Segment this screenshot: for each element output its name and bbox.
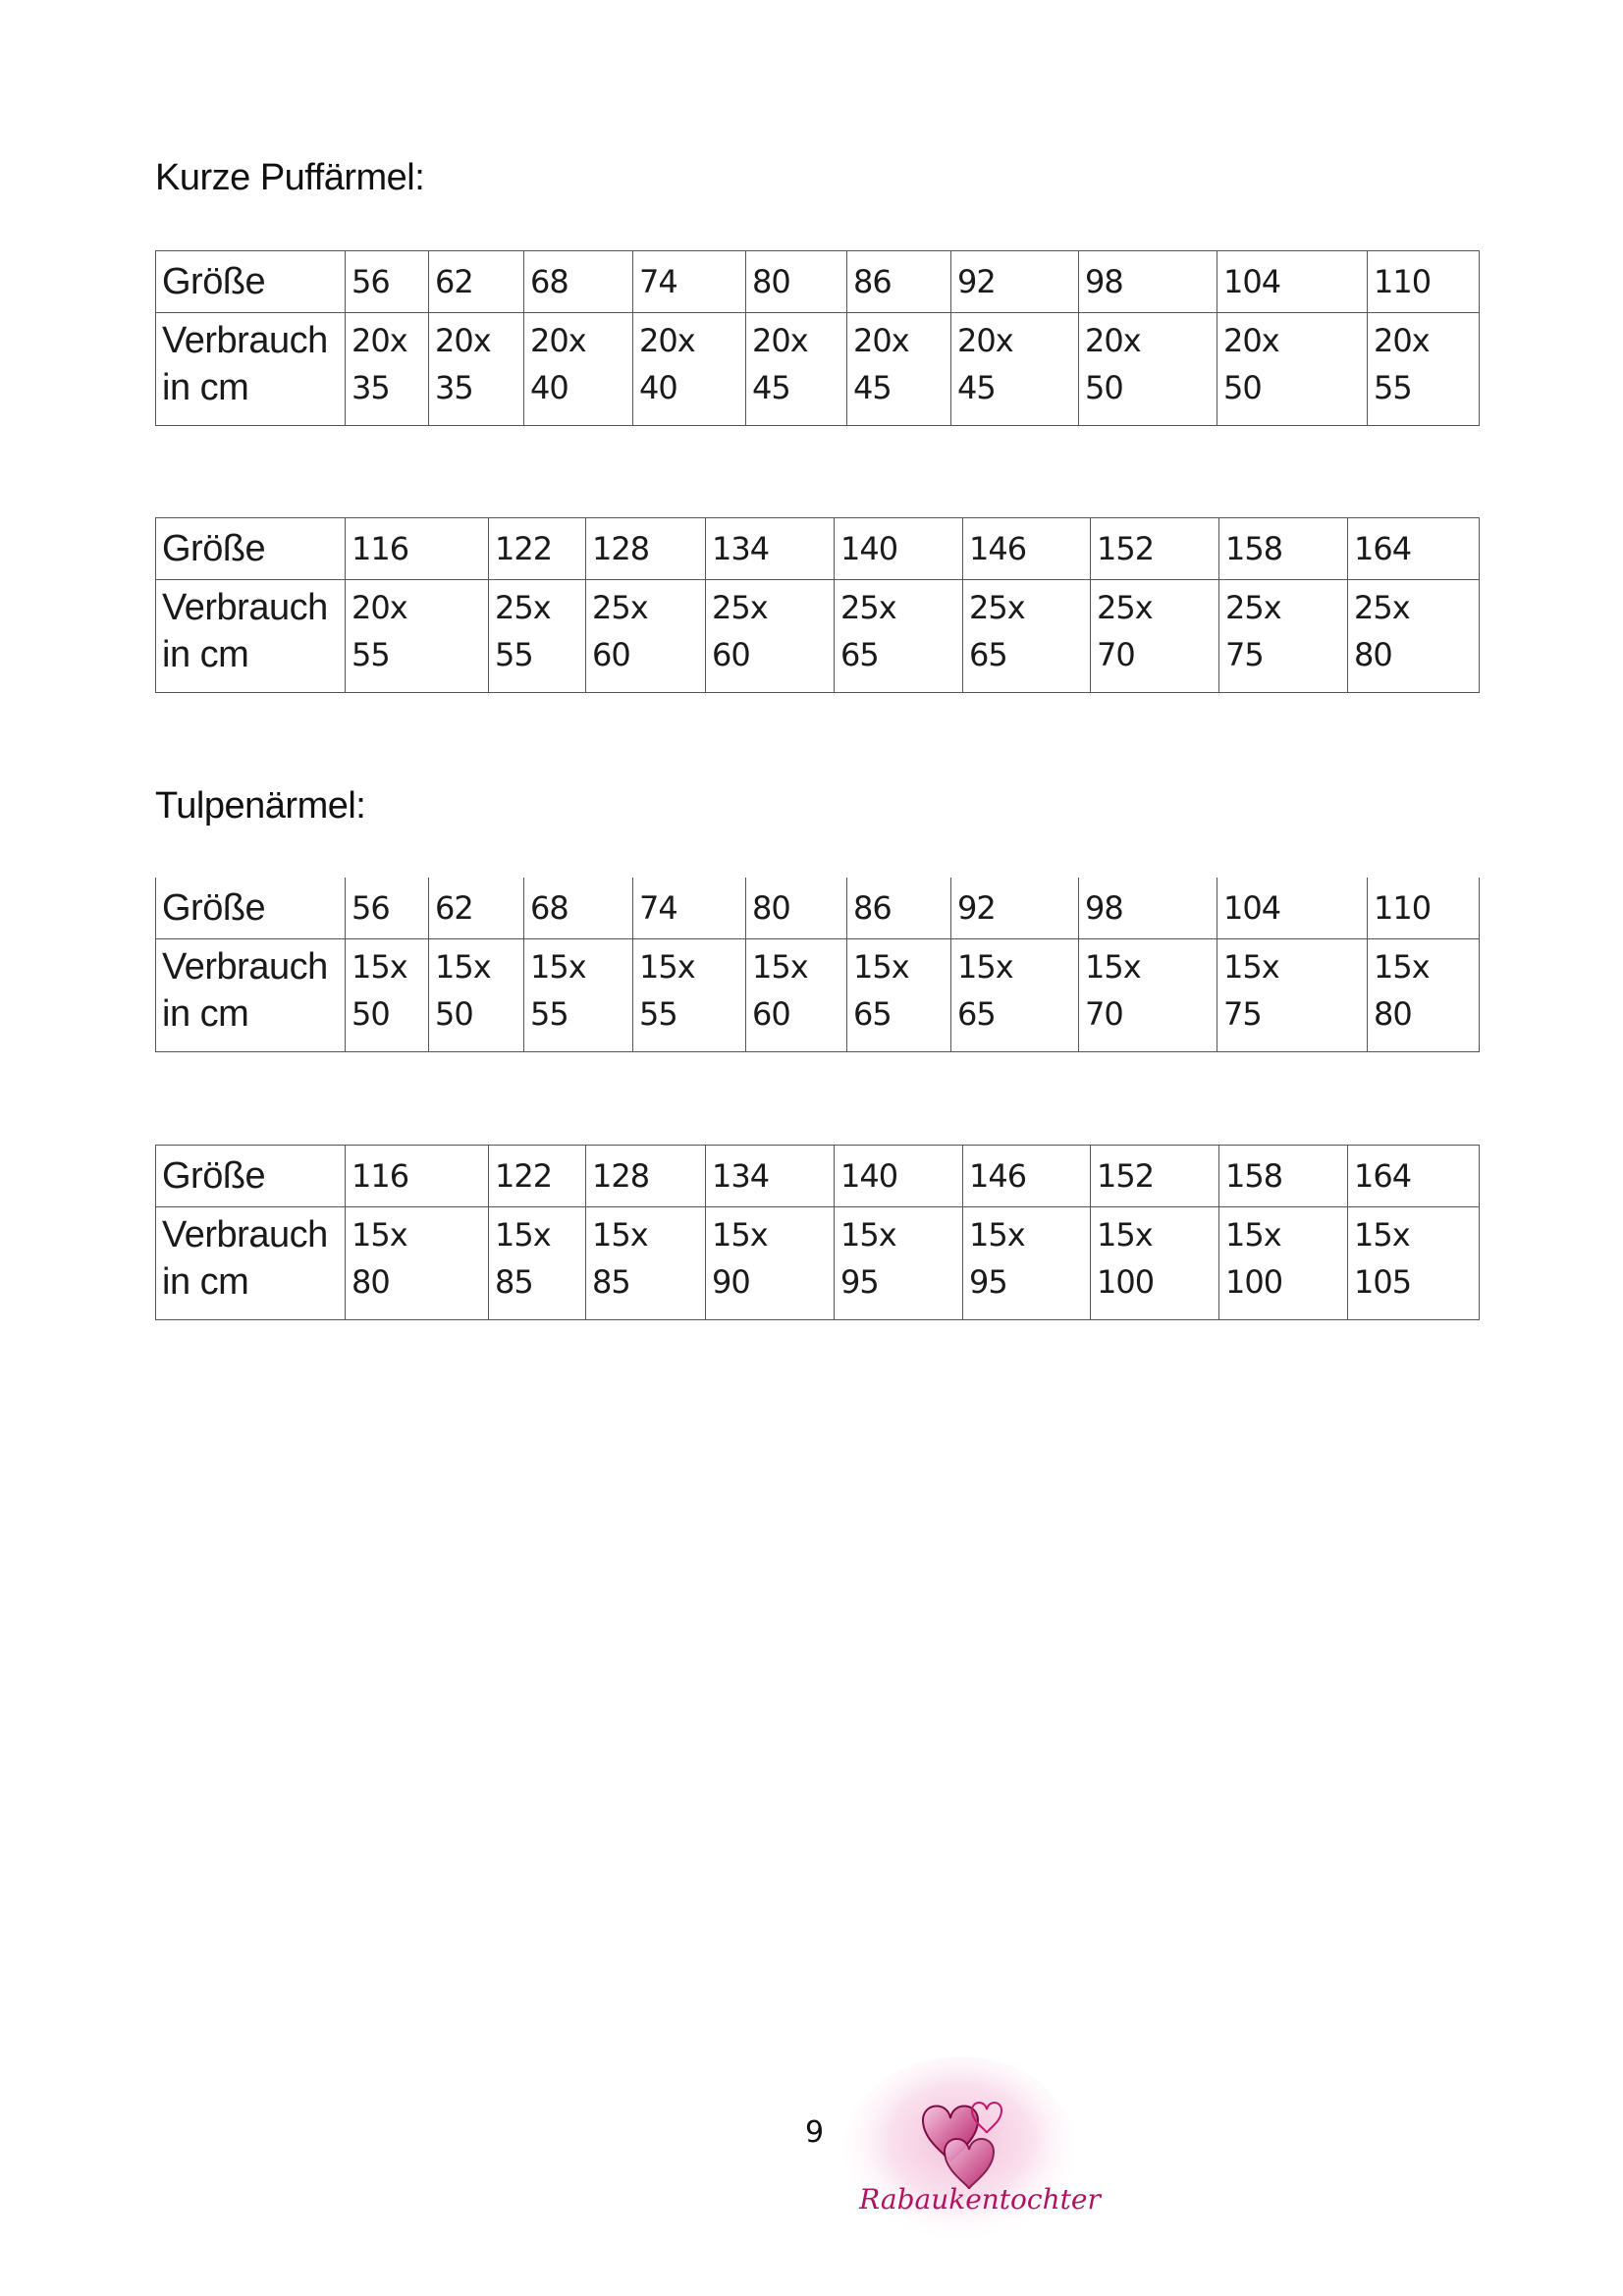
usage-cell: 15x 95 [835,1207,963,1320]
usage-cell: 25x 75 [1219,580,1348,693]
logo-text: Rabaukentochter [859,2183,1101,2216]
usage-cell: 20x 50 [1079,313,1217,426]
size-cell: 86 [847,251,951,313]
usage-cell: 15x 70 [1079,939,1217,1052]
usage-cell: 25x 65 [963,580,1091,693]
usage-cell: 20x 50 [1217,313,1368,426]
usage-cell: 15x 80 [346,1207,489,1320]
table-row-usage [156,1207,1480,1320]
size-cell: 152 [1091,518,1219,580]
table-row-size [156,1146,1480,1207]
usage-cell: 15x 95 [963,1207,1091,1320]
page-number: 9 [805,2115,825,2150]
usage-label: Verbrauch in cm [156,313,346,426]
size-cell: 122 [489,518,586,580]
usage-cell: 25x 65 [835,580,963,693]
size-cell: 80 [746,251,847,313]
size-cell: 140 [835,1146,963,1207]
size-cell: 158 [1219,1146,1348,1207]
size-cell: 146 [963,1146,1091,1207]
size-cell: 92 [951,251,1079,313]
usage-cell: 15x 75 [1217,939,1368,1052]
usage-cell: 15x 55 [633,939,746,1052]
size-cell: 104 [1217,251,1368,313]
size-cell: 158 [1219,518,1348,580]
size-cell: 56 [346,251,429,313]
size-cell: 80 [746,878,847,939]
size-label: Größe [156,251,346,313]
usage-cell: 15x 100 [1219,1207,1348,1320]
usage-cell: 15x 105 [1348,1207,1480,1320]
size-cell: 116 [346,1146,489,1207]
table-row-size [156,518,1480,580]
usage-cell: 20x 45 [746,313,847,426]
size-cell: 62 [429,878,524,939]
usage-cell: 15x 85 [586,1207,706,1320]
size-table-puffaermel-small [155,250,1480,426]
size-cell: 98 [1079,251,1217,313]
size-cell: 74 [633,251,746,313]
size-cell: 74 [633,878,746,939]
size-cell: 128 [586,518,706,580]
usage-cell: 25x 80 [1348,580,1480,693]
usage-cell: 15x 65 [847,939,951,1052]
size-cell: 62 [429,251,524,313]
usage-cell: 15x 60 [746,939,847,1052]
usage-cell: 15x 50 [429,939,524,1052]
size-cell: 98 [1079,878,1217,939]
size-table-tulpenaermel-large [155,1145,1480,1320]
size-cell: 134 [706,1146,835,1207]
size-cell: 128 [586,1146,706,1207]
usage-cell: 25x 70 [1091,580,1219,693]
size-table-puffaermel-large [155,517,1480,693]
usage-cell: 25x 60 [586,580,706,693]
table-row-usage [156,939,1480,1052]
size-cell: 92 [951,878,1079,939]
table-row-usage [156,580,1480,693]
size-cell: 68 [524,251,633,313]
size-table-tulpenaermel-small [155,878,1480,1052]
size-cell: 134 [706,518,835,580]
table-row-usage [156,313,1480,426]
usage-cell: 20x 40 [633,313,746,426]
size-cell: 56 [346,878,429,939]
usage-cell: 20x 45 [847,313,951,426]
usage-label: Verbrauch in cm [156,1207,346,1320]
usage-cell: 15x 100 [1091,1207,1219,1320]
usage-cell: 15x 85 [489,1207,586,1320]
usage-cell: 20x 55 [1368,313,1480,426]
section-heading-tulpenaermel: Tulpenärmel: [155,785,366,827]
size-cell: 110 [1368,878,1480,939]
size-cell: 164 [1348,1146,1480,1207]
size-label: Größe [156,1146,346,1207]
usage-cell: 25x 55 [489,580,586,693]
usage-cell: 20x 35 [429,313,524,426]
usage-cell: 15x 55 [524,939,633,1052]
size-cell: 104 [1217,878,1368,939]
usage-cell: 20x 45 [951,313,1079,426]
usage-cell: 15x 65 [951,939,1079,1052]
usage-cell: 15x 50 [346,939,429,1052]
usage-cell: 20x 55 [346,580,489,693]
usage-cell: 25x 60 [706,580,835,693]
usage-label: Verbrauch in cm [156,939,346,1052]
size-cell: 68 [524,878,633,939]
table-row-size [156,878,1480,939]
size-cell: 86 [847,878,951,939]
usage-cell: 20x 40 [524,313,633,426]
size-cell: 140 [835,518,963,580]
hearts-logo-icon [835,2052,1109,2268]
size-label: Größe [156,518,346,580]
size-label: Größe [156,878,346,939]
size-cell: 164 [1348,518,1480,580]
size-cell: 116 [346,518,489,580]
usage-cell: 15x 80 [1368,939,1480,1052]
size-cell: 146 [963,518,1091,580]
usage-cell: 15x 90 [706,1207,835,1320]
size-cell: 122 [489,1146,586,1207]
size-cell: 152 [1091,1146,1219,1207]
size-cell: 110 [1368,251,1480,313]
section-heading-kurze-puffaermel: Kurze Puffärmel: [155,157,425,198]
table-row-size [156,251,1480,313]
usage-cell: 20x 35 [346,313,429,426]
usage-label: Verbrauch in cm [156,580,346,693]
